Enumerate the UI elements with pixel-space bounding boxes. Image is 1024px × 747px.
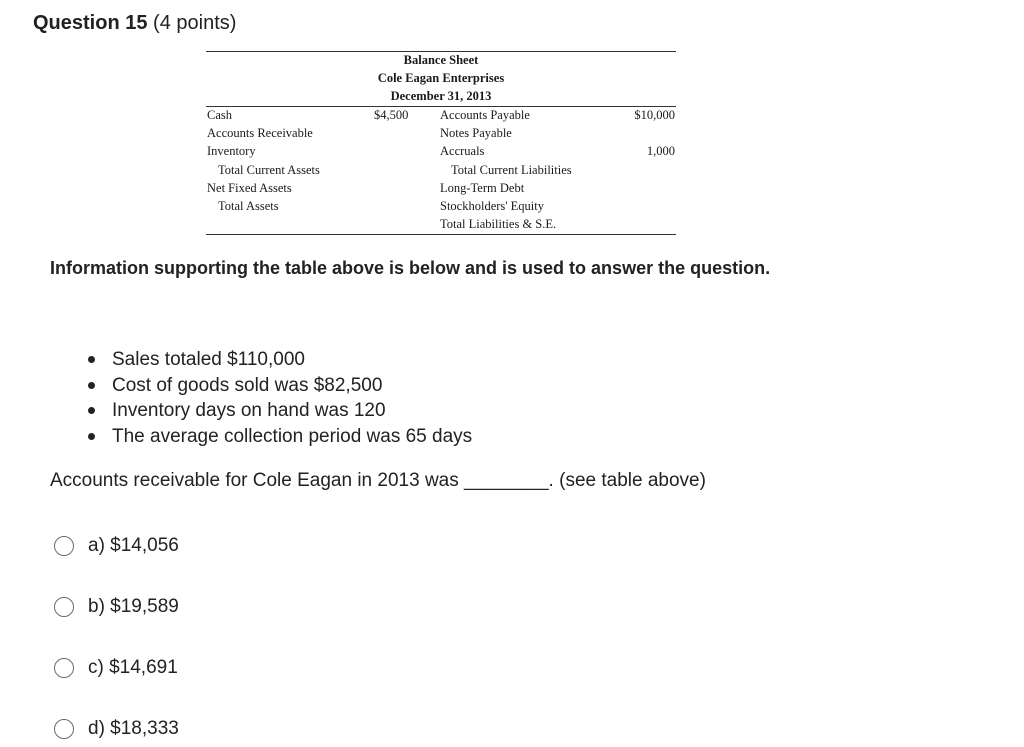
bullet-text: Inventory days on hand was 120 <box>112 400 386 421</box>
list-item <box>88 373 472 399</box>
question-header <box>33 12 236 35</box>
bullet-icon <box>88 407 95 414</box>
balance-sheet-date: December 31, 2013 <box>390 89 492 103</box>
bullet-text: Sales totaled $110,000 <box>112 349 305 370</box>
liability-label-accruals: Accruals <box>440 144 485 158</box>
liability-label-notes-payable: Notes Payable <box>440 126 512 140</box>
liability-label-total-liabilities-se: Total Liabilities & S.E. <box>440 217 557 231</box>
asset-label-net-fixed-assets: Net Fixed Assets <box>207 181 292 195</box>
asset-value-cash: $4,500 <box>374 108 409 122</box>
liability-label-long-term-debt: Long-Term Debt <box>440 181 525 195</box>
bullet-text: The average collection period was 65 days <box>112 425 473 447</box>
answer-option-b-label[interactable]: b) $19,589 <box>88 596 179 617</box>
liability-label-stockholders-equity: Stockholders' Equity <box>440 199 544 213</box>
answer-option-b[interactable] <box>54 596 179 618</box>
bullet-icon <box>88 356 95 363</box>
balance-sheet-bottom-rule <box>206 234 676 235</box>
list-item <box>88 398 472 424</box>
liability-value-accounts-payable: $10,000 <box>634 108 675 122</box>
question-title: Question 15 <box>33 12 148 34</box>
answer-option-c-label[interactable]: c) $14,691 <box>88 657 178 678</box>
asset-label-cash: Cash <box>207 108 232 122</box>
liability-label-total-current-liabilities: Total Current Liabilities <box>451 163 572 177</box>
info-bullet-list <box>88 347 472 449</box>
asset-label-total-current-assets: Total Current Assets <box>218 163 320 177</box>
balance-sheet-company: Cole Eagan Enterprises <box>377 71 505 85</box>
liability-value-accruals: 1,000 <box>646 144 675 158</box>
bullet-icon <box>88 433 95 440</box>
answer-option-a[interactable] <box>54 535 179 557</box>
radio-button-b[interactable] <box>54 597 74 617</box>
list-item <box>88 347 472 373</box>
question-prompt: Accounts receivable for Cole Eagan in 2013 was ________. (see table above) <box>50 470 706 491</box>
radio-button-c[interactable] <box>54 658 74 678</box>
radio-button-a[interactable] <box>54 536 74 556</box>
balance-sheet-header-rule <box>206 106 676 107</box>
answer-option-a-label[interactable]: a) $14,056 <box>88 535 179 556</box>
info-heading: Information supporting the table above is below and is used to answer the question. <box>50 258 771 278</box>
question-points: (4 points) <box>153 12 237 34</box>
asset-label-total-assets: Total Assets <box>218 199 279 213</box>
bullet-text: Cost of goods sold was $82,500 <box>112 374 383 396</box>
list-item <box>88 424 472 450</box>
radio-button-d[interactable] <box>54 719 74 739</box>
bullet-icon <box>88 382 95 389</box>
asset-label-inventory: Inventory <box>207 144 256 158</box>
liability-label-accounts-payable: Accounts Payable <box>440 108 530 122</box>
answer-option-c[interactable] <box>54 657 178 679</box>
answer-option-d[interactable] <box>54 718 179 740</box>
balance-sheet-top-rule <box>206 51 676 52</box>
answer-option-d-label[interactable]: d) $18,333 <box>88 718 179 739</box>
balance-sheet-figure <box>206 51 676 235</box>
asset-label-accounts-receivable: Accounts Receivable <box>207 126 313 140</box>
balance-sheet-title: Balance Sheet <box>403 53 479 67</box>
